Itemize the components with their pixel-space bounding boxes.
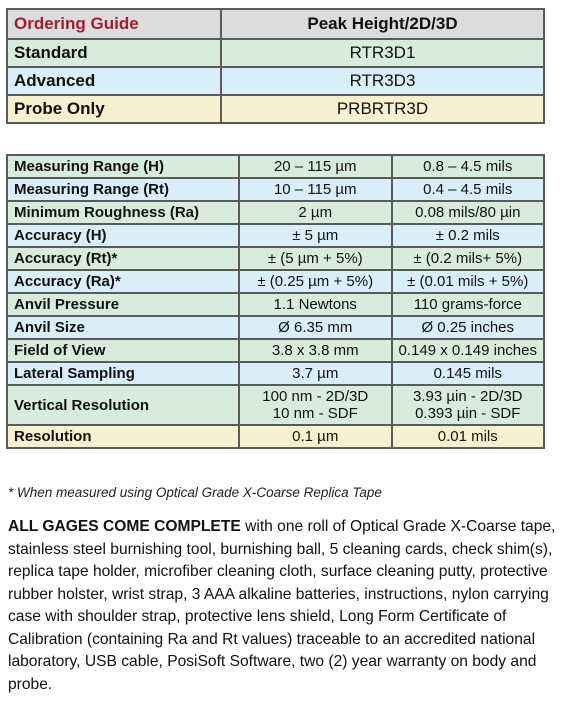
- spec-label: Field of View: [7, 339, 239, 362]
- spec-row: [7, 201, 544, 224]
- spec-metric-value: 3.8 x 3.8 mm: [239, 339, 392, 362]
- spec-label: Accuracy (H): [7, 224, 239, 247]
- spec-label: Resolution: [7, 425, 239, 448]
- spec-imperial-line: 0.393 µin - SDF: [415, 405, 521, 422]
- spec-row: [7, 316, 544, 339]
- footnote: * When measured using Optical Grade X-Coarse Replica Tape: [8, 485, 382, 500]
- spec-metric-value: 1.1 Newtons: [239, 293, 392, 316]
- spec-metric-value: ± 5 µm: [239, 224, 392, 247]
- spec-row: [7, 362, 544, 385]
- spec-label: Lateral Sampling: [7, 362, 239, 385]
- spec-imperial-value: 0.145 mils: [392, 362, 545, 385]
- spec-metric-value: 20 – 115 µm: [239, 155, 392, 178]
- ordering-guide-label: Ordering Guide: [7, 9, 221, 39]
- spec-row: [7, 270, 544, 293]
- included-text: with one roll of Optical Grade X-Coarse tape, stainless steel burnishing tool, burnishing ball, 5 cleaning cards, check shim(s), replica tape holder, microfiber cleaning cloth, surface cleaning putty, protective rubber holster, wrist strap, 3 AAA alkaline batteries, instructions, nylon carrying case with shoulder strap, protective lens shield, Long Form Certificate of Calibration (containing Ra and Rt values) traceable to an accredited national laboratory, USB cable, PosiSoft Software, two (2) year warranty on body and probe.: [8, 518, 556, 693]
- spec-label: Anvil Pressure: [7, 293, 239, 316]
- ordering-row-advanced: [7, 67, 544, 95]
- spec-metric-value: 2 µm: [239, 201, 392, 224]
- ordering-row-standard: [7, 39, 544, 67]
- ordering-row-label: Probe Only: [7, 95, 221, 123]
- spec-metric-value: 0.1 µm: [239, 425, 392, 448]
- spec-imperial-value: Ø 0.25 inches: [392, 316, 545, 339]
- spec-imperial-value: [392, 385, 545, 425]
- ordering-row-code: RTR3D1: [221, 39, 544, 67]
- ordering-row-code: PRBRTR3D: [221, 95, 544, 123]
- spec-row: [7, 293, 544, 316]
- specifications-table: [6, 154, 545, 449]
- spec-imperial-line: 3.93 µin - 2D/3D: [412, 388, 523, 405]
- spec-metric-value: [239, 385, 392, 425]
- spec-row: [7, 247, 544, 270]
- spec-label: Measuring Range (H): [7, 155, 239, 178]
- spec-metric-value: Ø 6.35 mm: [239, 316, 392, 339]
- spec-imperial-value: 0.8 – 4.5 mils: [392, 155, 545, 178]
- spec-metric-value: 3.7 µm: [239, 362, 392, 385]
- spec-imperial-value: 0.4 – 4.5 mils: [392, 178, 545, 201]
- spec-row: [7, 178, 544, 201]
- spec-imperial-value: 110 grams-force: [392, 293, 545, 316]
- spec-imperial-value: 0.08 mils/80 µin: [392, 201, 545, 224]
- ordering-guide-table: [6, 8, 545, 124]
- spec-row: [7, 155, 544, 178]
- spec-row: [7, 339, 544, 362]
- spec-metric-value: 10 – 115 µm: [239, 178, 392, 201]
- ordering-row-label: Standard: [7, 39, 221, 67]
- ordering-row-label: Advanced: [7, 67, 221, 95]
- spec-label: Minimum Roughness (Ra): [7, 201, 239, 224]
- spec-metric-line: 100 nm - 2D/3D: [262, 388, 369, 405]
- spec-label: Measuring Range (Rt): [7, 178, 239, 201]
- spec-label: Accuracy (Ra)*: [7, 270, 239, 293]
- ordering-header-row: [7, 9, 544, 39]
- spec-label: Vertical Resolution: [7, 385, 239, 425]
- spec-label: Accuracy (Rt)*: [7, 247, 239, 270]
- spec-metric-line: 10 nm - SDF: [272, 405, 358, 422]
- spec-imperial-value: ± (0.01 mils + 5%): [392, 270, 545, 293]
- spec-label: Anvil Size: [7, 316, 239, 339]
- ordering-row-code: RTR3D3: [221, 67, 544, 95]
- spec-row: [7, 385, 544, 425]
- included-lead: ALL GAGES COME COMPLETE: [8, 518, 241, 535]
- ordering-guide-title: Peak Height/2D/3D: [221, 9, 544, 39]
- spec-metric-value: ± (5 µm + 5%): [239, 247, 392, 270]
- ordering-row-probe-only: [7, 95, 544, 123]
- spec-imperial-value: 0.149 x 0.149 inches: [392, 339, 545, 362]
- spec-imperial-value: 0.01 mils: [392, 425, 545, 448]
- spec-metric-value: ± (0.25 µm + 5%): [239, 270, 392, 293]
- spec-imperial-value: ± (0.2 mils+ 5%): [392, 247, 545, 270]
- included-items-paragraph: [8, 516, 570, 696]
- spec-row: [7, 224, 544, 247]
- spec-row: [7, 425, 544, 448]
- spec-imperial-value: ± 0.2 mils: [392, 224, 545, 247]
